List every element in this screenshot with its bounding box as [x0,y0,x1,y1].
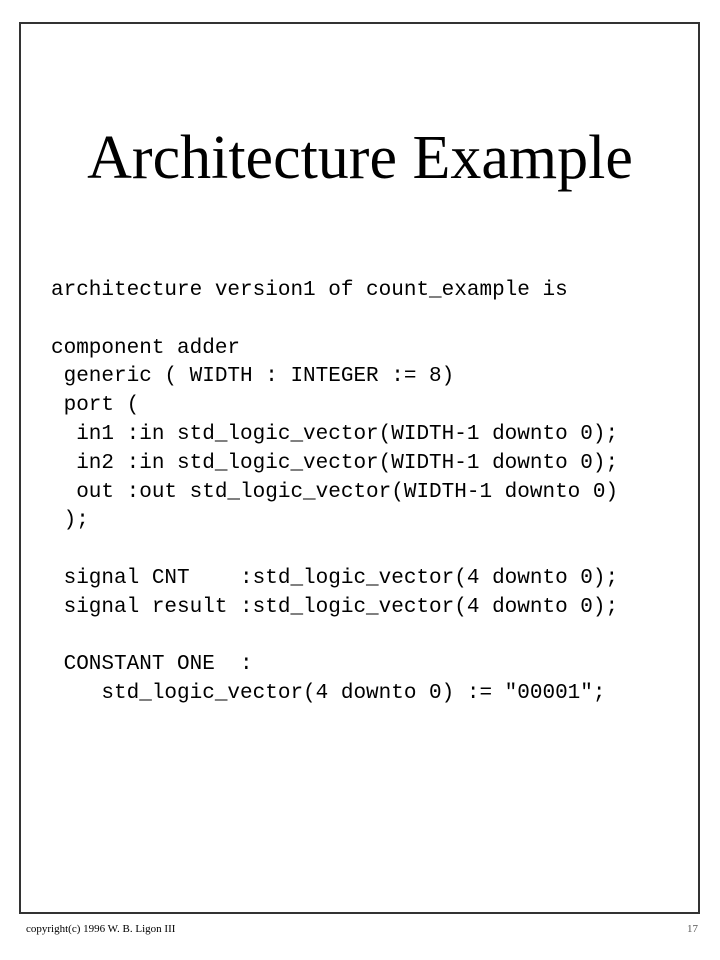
slide-title: Architecture Example [87,124,633,192]
code-line: std_logic_vector(4 downto 0) := "00001"; [51,682,606,706]
page-number: 17 [687,923,698,935]
code-line: generic ( WIDTH : INTEGER := 8) [51,365,455,389]
code-line: port ( [51,394,140,418]
code-line: in1 :in std_logic_vector(WIDTH-1 downto 0); [51,422,619,446]
code-line: out :out std_logic_vector(WIDTH-1 downto 0) [51,480,619,504]
code-line: signal result :std_logic_vector(4 downto 0); [51,595,619,619]
code-line: signal CNT :std_logic_vector(4 downto 0); [51,566,619,590]
code-line: ); [51,509,89,533]
copyright-notice: copyright(c) 1996 W. B. Ligon III [26,923,176,935]
code-line: CONSTANT ONE : [51,653,253,677]
code-block [51,277,618,709]
code-line [51,536,618,565]
code-line [51,306,618,335]
code-line [51,623,618,652]
code-line: component adder [51,336,241,360]
code-line: architecture version1 of count_example is [51,279,568,302]
code-line: in2 :in std_logic_vector(WIDTH-1 downto 0); [51,451,619,475]
